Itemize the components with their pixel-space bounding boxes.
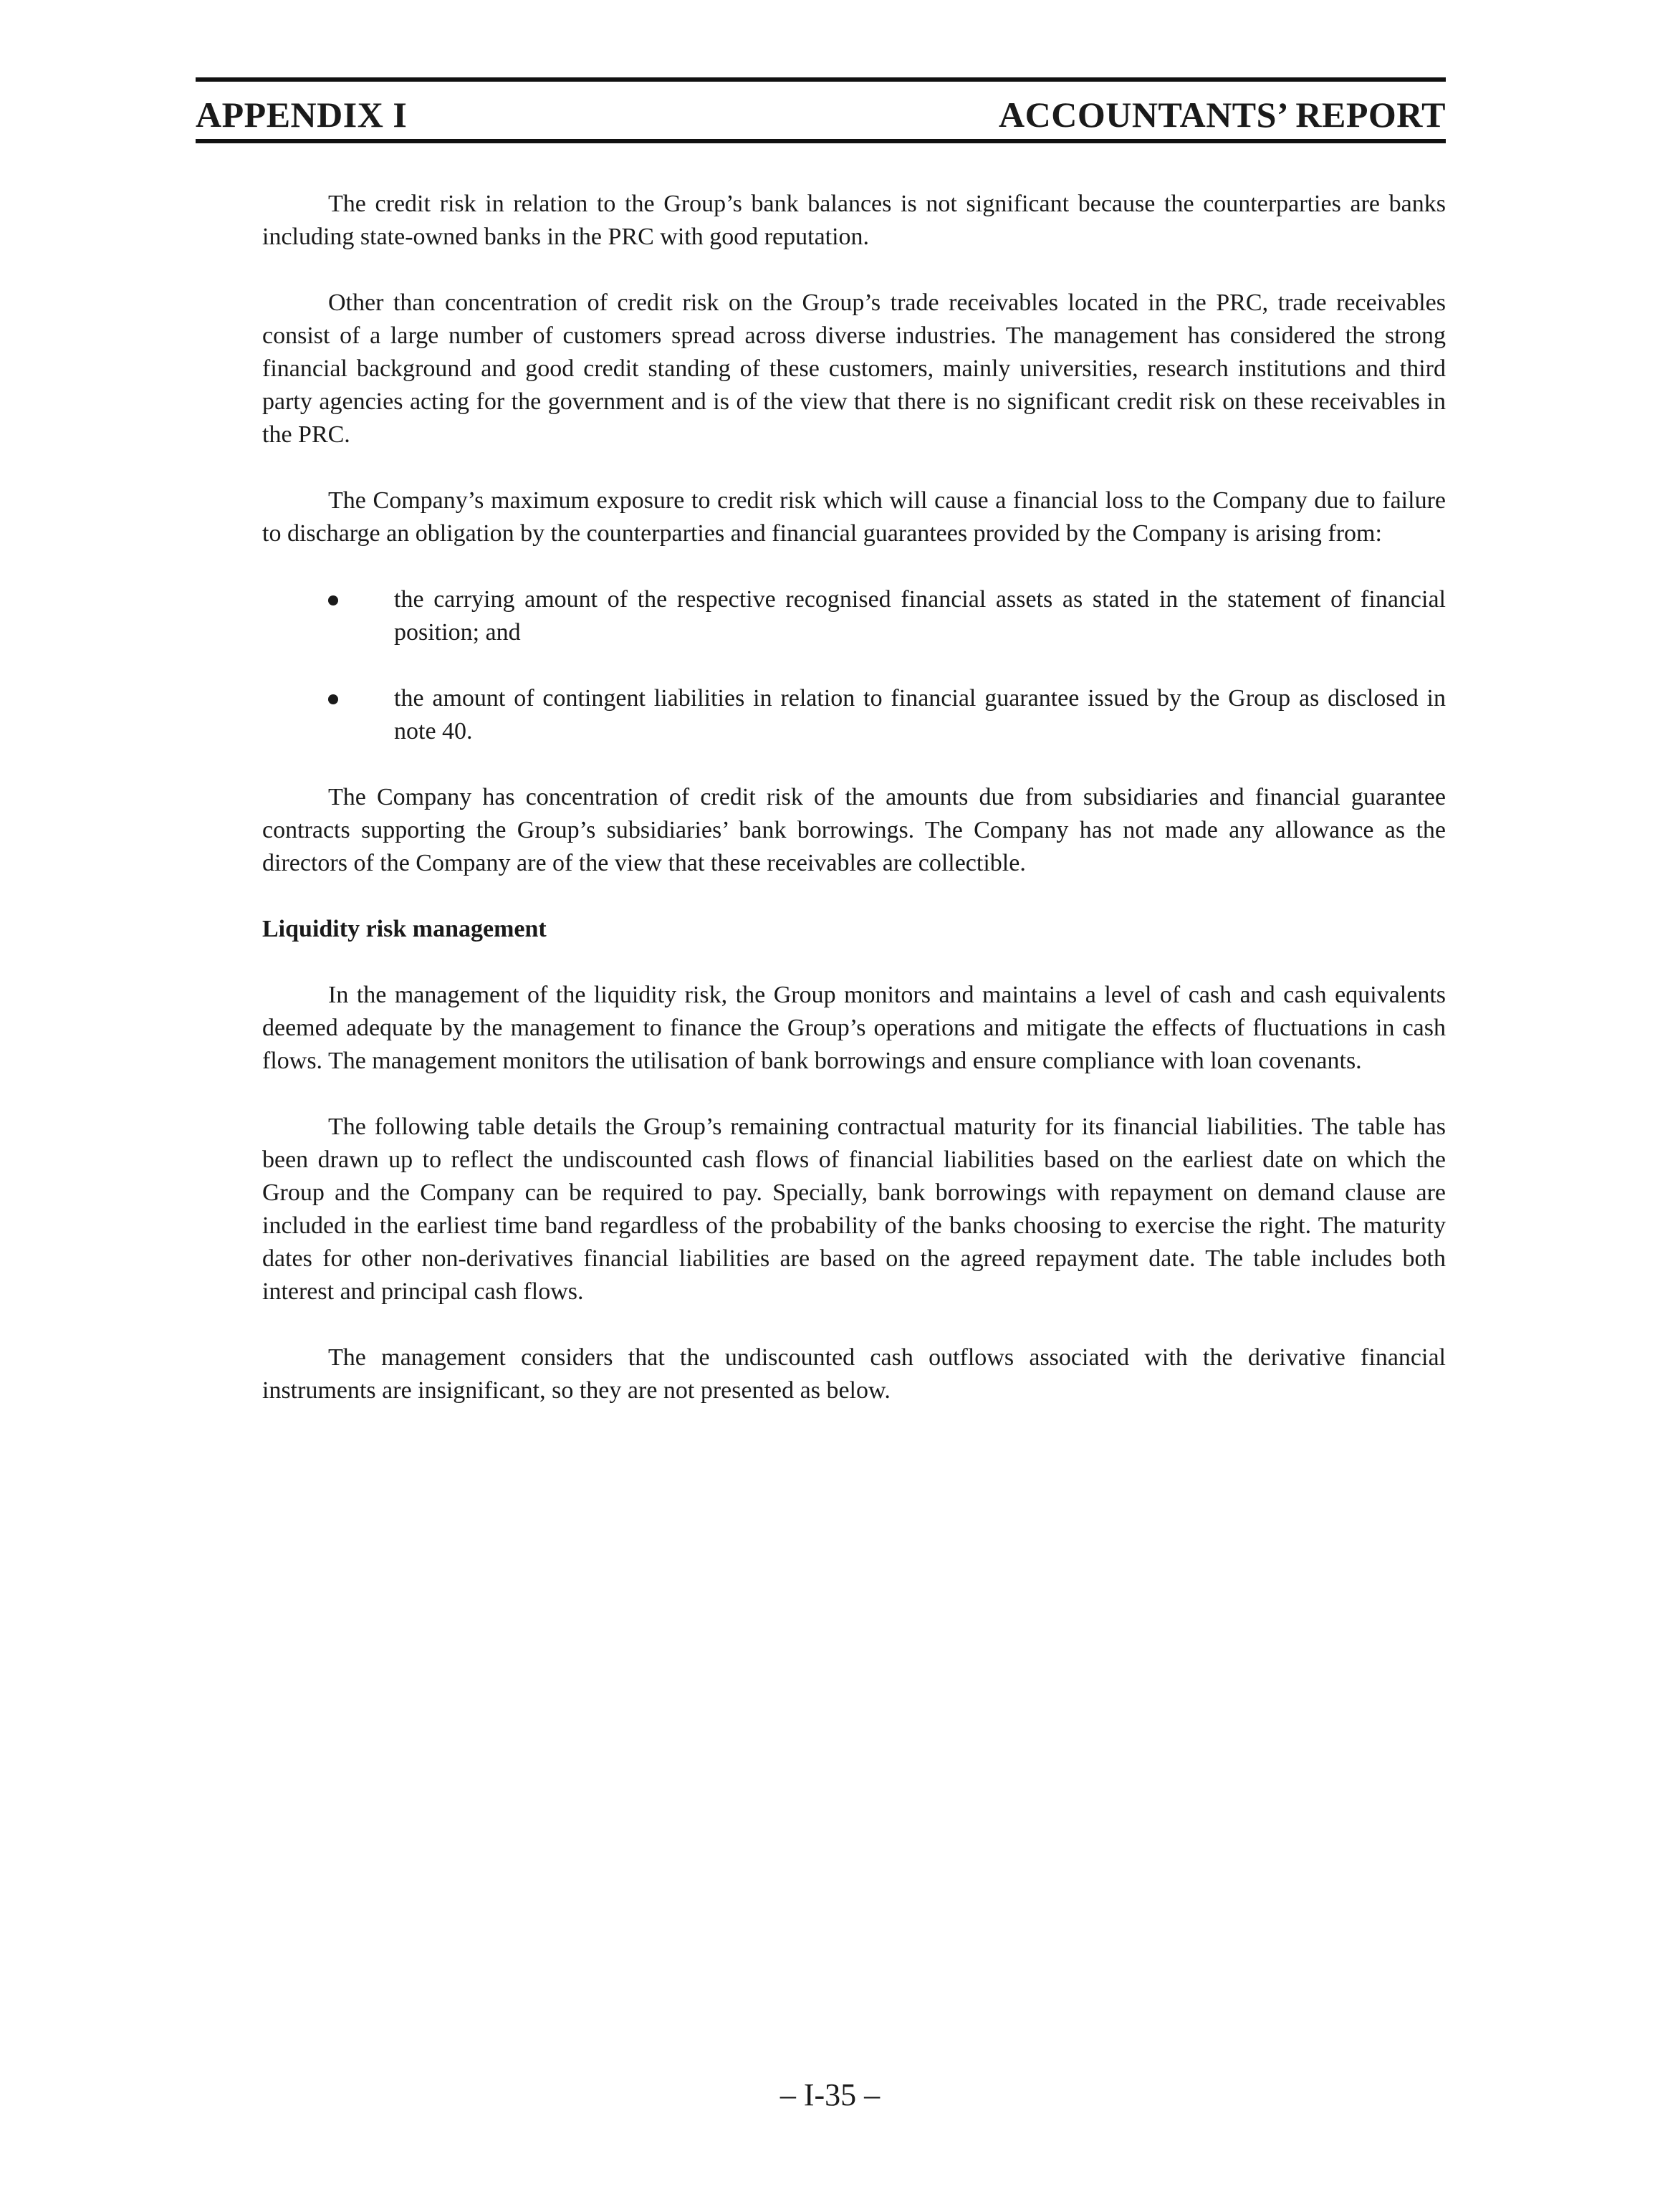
bullet-text: the amount of contingent liabilities in relation to financial guarantee issued by the Group as disclosed in note 40. [394, 685, 1446, 744]
paragraph-bank-balances-credit-risk: The credit risk in relation to the Group’s bank balances is not significant because the counterparties are banks including state-owned banks in the PRC with good reputation. [262, 191, 1446, 250]
list-item [262, 583, 1446, 649]
header-appendix-label: APPENDIX I [196, 95, 408, 135]
section-heading-liquidity-risk: Liquidity risk management [262, 916, 547, 942]
page-body [262, 188, 1446, 1440]
paragraph-liquidity-management: In the management of the liquidity risk, the Group monitors and maintains a level of cash and cash equivalents deemed adequate by the management to finance the Group’s operations and mitigate the effects of fluctuations in cash flows. The management monitors the utilisation of bank borrowings and ensure compliance with loan covenants. [262, 982, 1446, 1074]
header-report-title: ACCOUNTANTS’ REPORT [999, 95, 1446, 135]
page-number: – I-35 – [779, 2077, 881, 2112]
list-item [262, 682, 1446, 748]
paragraph-maturity-table-description: The following table details the Group’s remaining contractual maturity for its financial liabilities. The table has been drawn up to reflect the undiscounted cash flows of financial liabilities based on the earliest date on which the Group and the Company can be required to pay. Specially, bank borrowings with repayment on demand clause are included in the earliest time band regardless of the probability of the banks choosing to exercise the right. The maturity dates for other non-derivatives financial liabilities are based on the agreed repayment date. The table includes both interest and principal cash flows. [262, 1114, 1446, 1305]
page-header [196, 77, 1446, 143]
paragraph-trade-receivables-credit-risk: Other than concentration of credit risk on the Group’s trade receivables located in the PRC, trade receivables consist of a large number of customers spread across diverse industries. The management has considered the strong financial background and good credit standing of these customers, mainly universities, research institutions and third party agencies acting for the government and is of the view that there is no significant credit risk on these receivables in the PRC. [262, 289, 1446, 448]
paragraph-derivative-outflows: The management considers that the undiscounted cash outflows associated with the derivative financial instruments are insignificant, so they are not presented as below. [262, 1344, 1446, 1404]
paragraph-company-concentration: The Company has concentration of credit risk of the amounts due from subsidiaries and financial guarantee contracts supporting the Group’s subsidiaries’ bank borrowings. The Company has not made any allowance as the directors of the Company are of the view that these receivables are collectible. [262, 784, 1446, 876]
bullet-text: the carrying amount of the respective recognised financial assets as stated in the statement of financial position; and [394, 586, 1446, 646]
exposure-bullet-list [262, 583, 1446, 748]
paragraph-maximum-exposure: The Company’s maximum exposure to credit risk which will cause a financial loss to the Company due to failure to discharge an obligation by the counterparties and financial guarantees provided by the Company is arising from: [262, 487, 1446, 547]
